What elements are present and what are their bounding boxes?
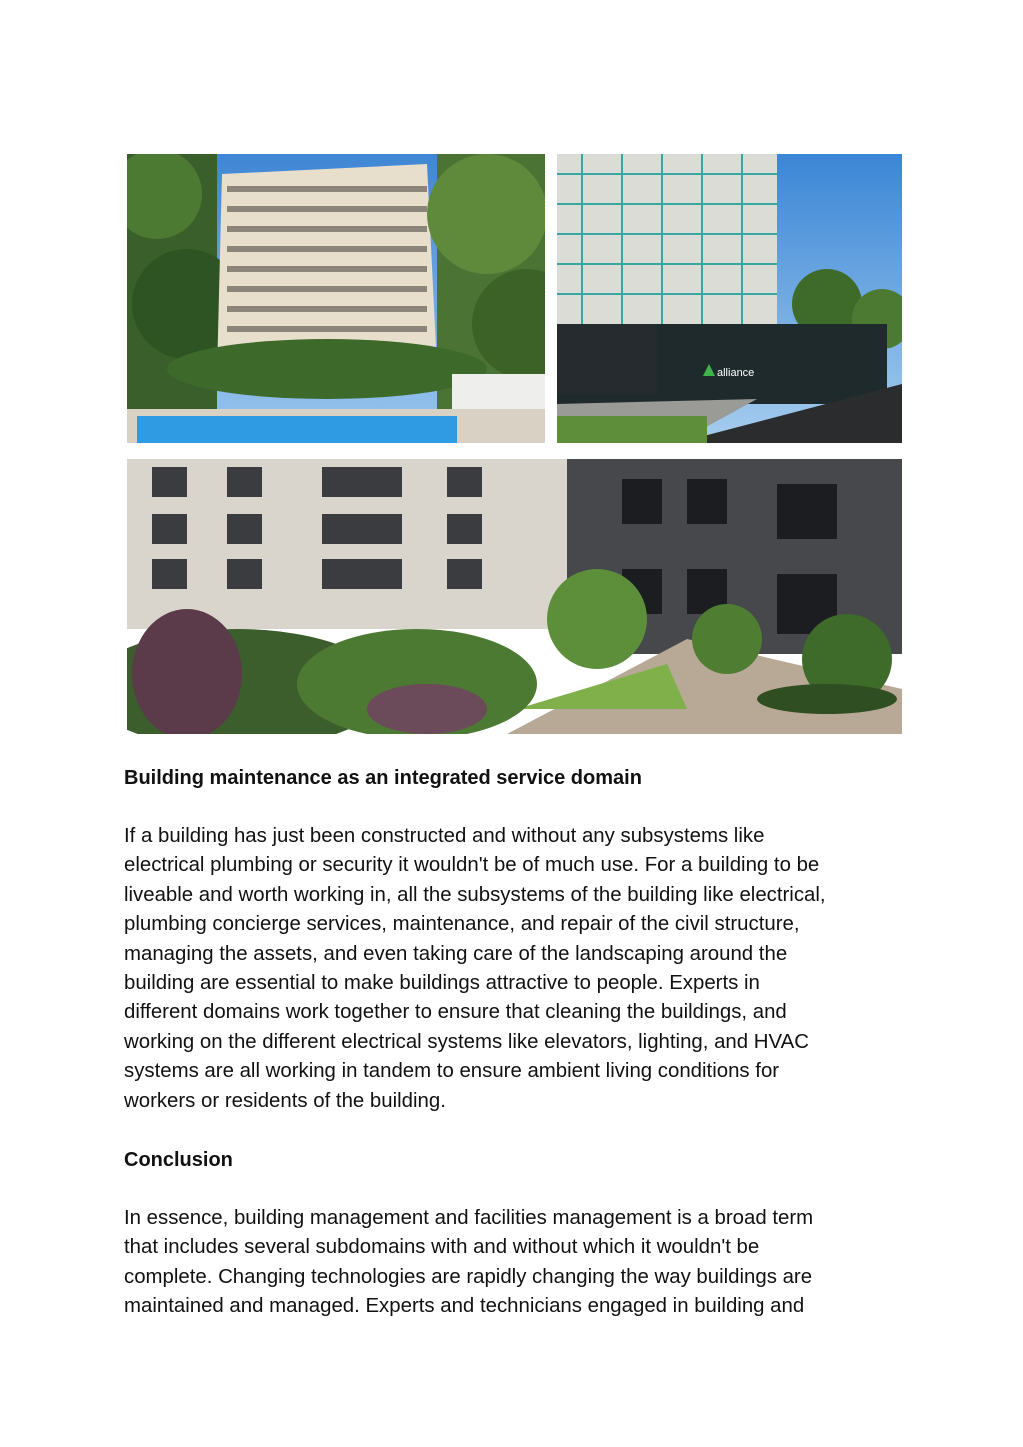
paragraph-line: maintained and managed. Experts and technicians engaged in building and (124, 1295, 805, 1318)
paragraph-line: that includes several subdomains with and without which it wouldn't be (124, 1236, 760, 1259)
paragraph-line: plumbing concierge services, maintenance, and repair of the civil structure, (124, 913, 800, 936)
paragraph-line: systems are all working in tandem to ensure ambient living conditions for (124, 1060, 780, 1083)
conclusion-heading: Conclusion (124, 1149, 233, 1171)
hoarding-sign-text: alliance (717, 367, 755, 379)
paragraph-line: working on the different electrical systems like elevators, lighting, and HVAC (124, 1030, 809, 1053)
paragraph-line: complete. Changing technologies are rapidly changing the way buildings are (124, 1265, 813, 1288)
conclusion-paragraph (124, 1204, 914, 1322)
landscaped-courtyard-apartments-photo (127, 459, 902, 734)
residential-tower-with-pool-photo (127, 154, 545, 443)
section-heading: Building maintenance as an integrated service domain (124, 767, 642, 789)
paragraph-line: workers or residents of the building. (124, 1089, 446, 1112)
paragraph-line: If a building has just been constructed and without any subsystems like (124, 825, 765, 847)
section-paragraph (124, 822, 914, 1116)
paragraph-line: building are essential to make buildings attractive to people. Experts in (124, 972, 760, 995)
paragraph-line: managing the assets, and even taking care of the landscaping around the (124, 942, 788, 965)
paragraph-line: different domains work together to ensure that cleaning the buildings, and (124, 1001, 787, 1024)
paragraph-line: liveable and worth working in, all the subsystems of the building like electrical, (124, 883, 826, 906)
paragraph-line: In essence, building management and facilities management is a broad term (124, 1207, 814, 1229)
scaffolded-building-construction-photo (557, 154, 902, 443)
paragraph-line: electrical plumbing or security it wouldn't be of much use. For a building to be (124, 854, 820, 877)
